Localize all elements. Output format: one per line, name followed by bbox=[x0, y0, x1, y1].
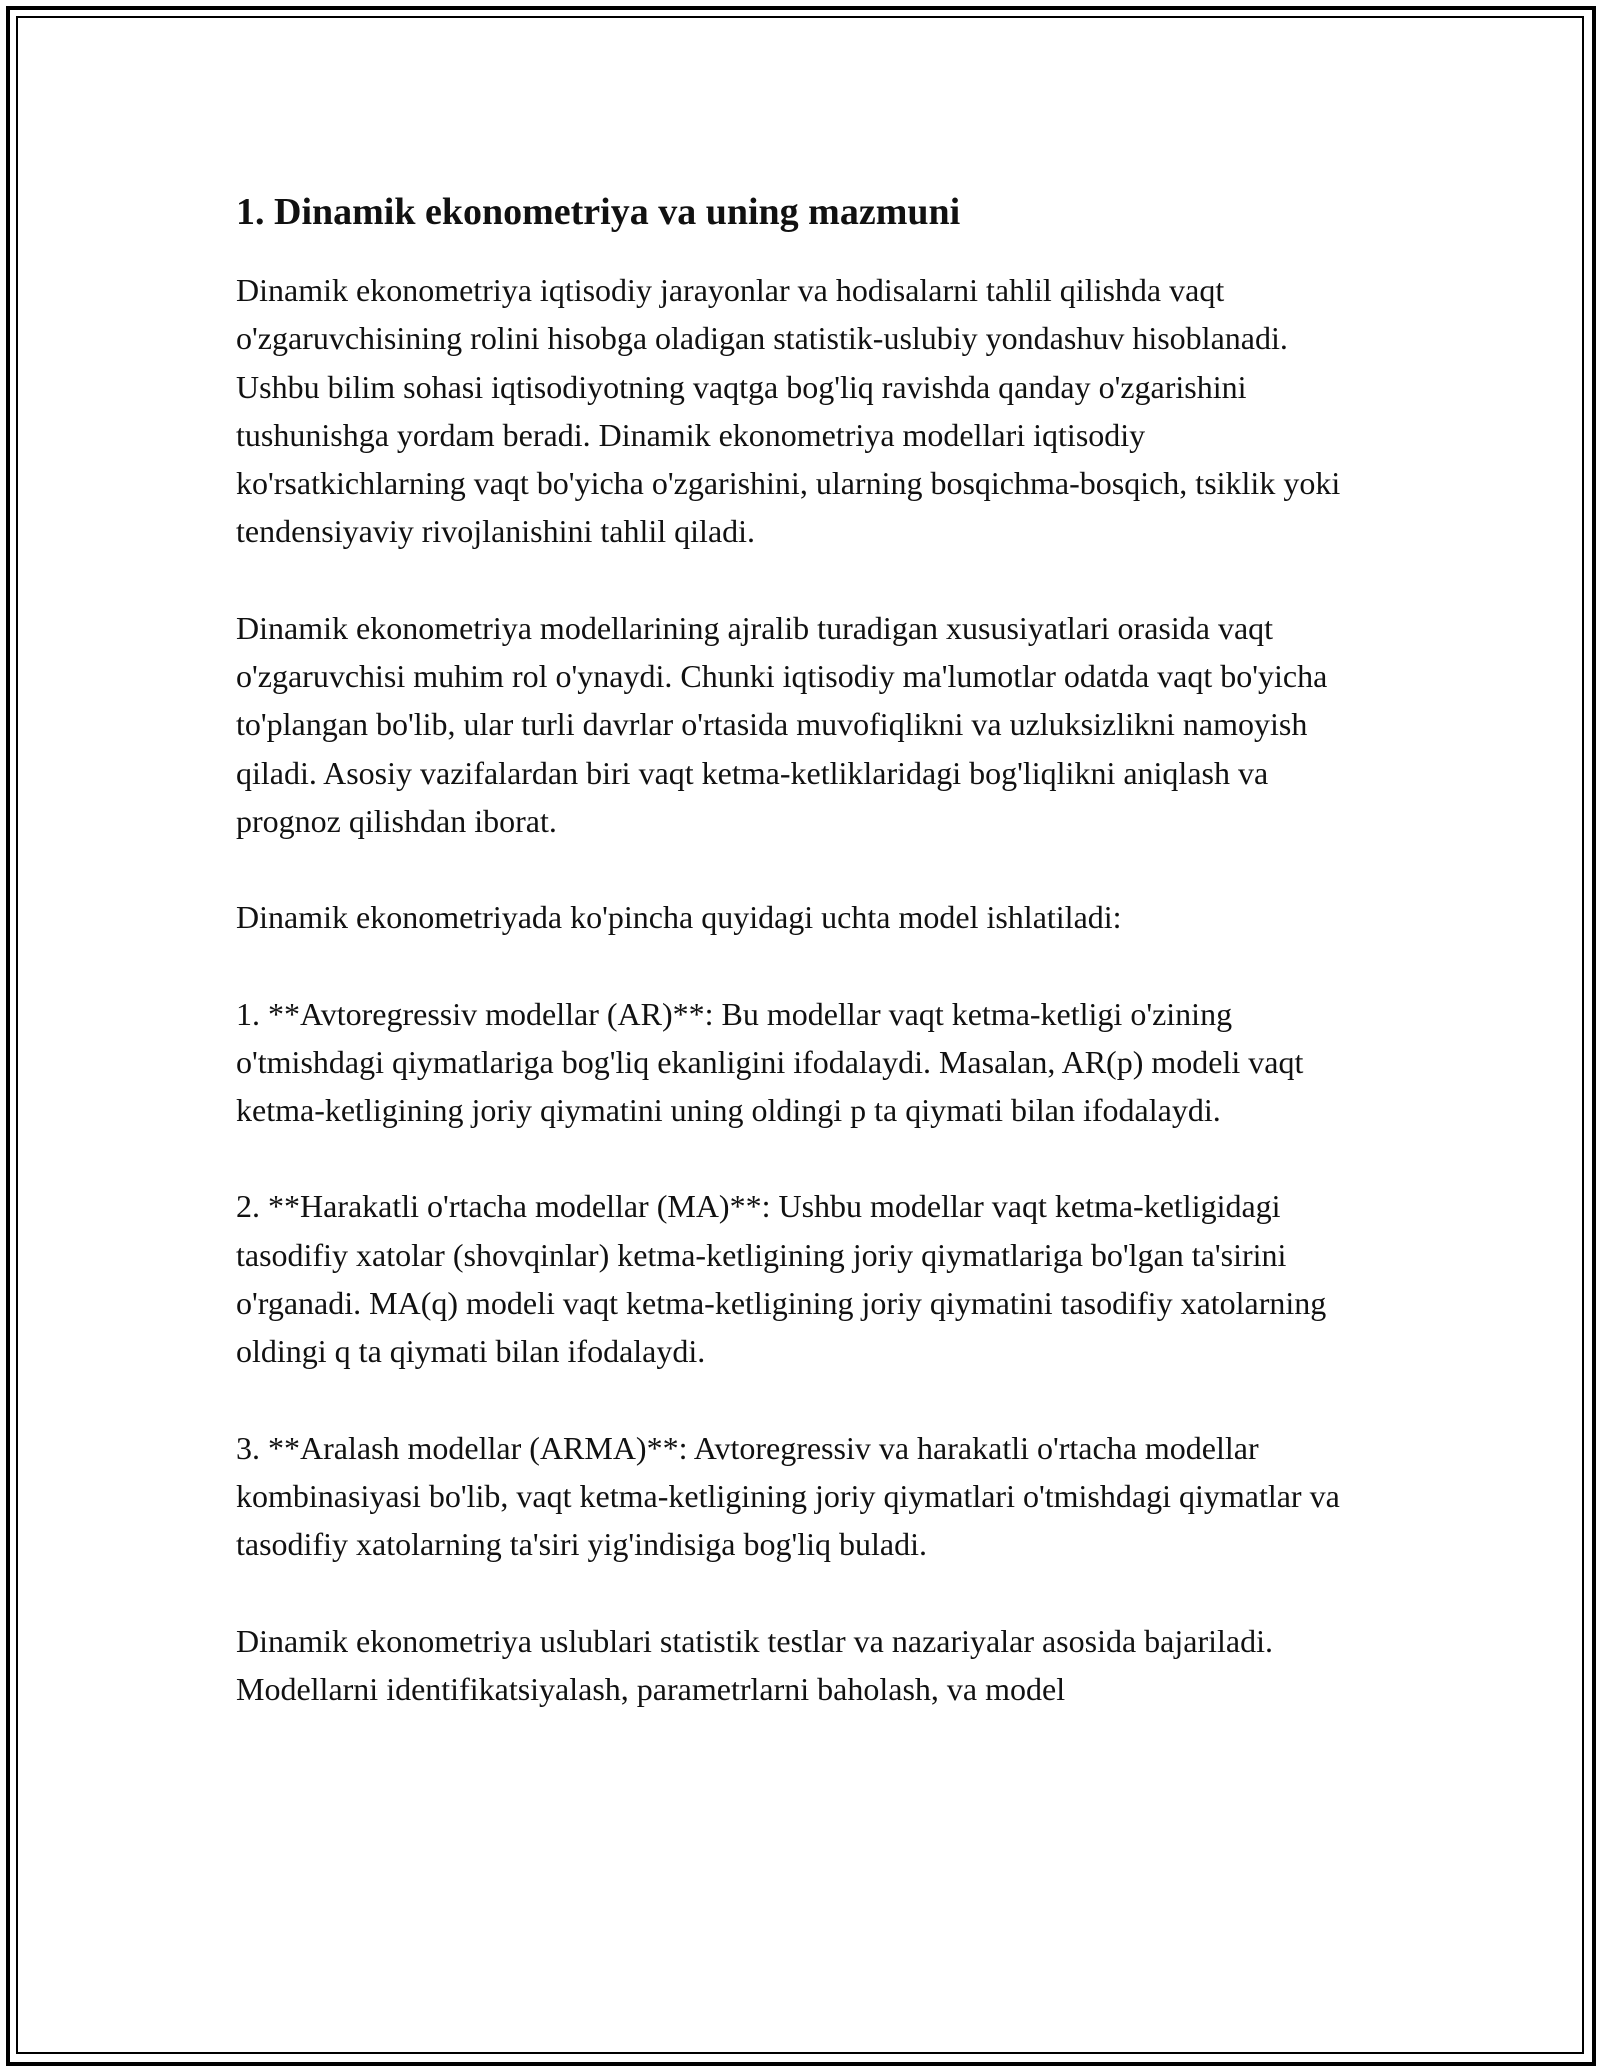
document-body bbox=[236, 186, 1376, 1761]
paragraph-ma-model: 2. **Harakatli o'rtacha modellar (MA)**: Ushbu modellar vaqt ketma-ketligidagi tasodifiy xatolar (shovqinlar) ketma-ketligining joriy qiymatlariga bo'lgan ta'sirini o'rganadi. MA(q) modeli vaqt ketma-ketligining joriy qiymatini tasodifiy xatolarning oldingi q ta qiymati bilan ifodalaydi. bbox=[236, 1188, 1327, 1370]
section-heading: 1. Dinamik ekonometriya va uning mazmuni bbox=[236, 191, 961, 233]
paragraph-intro: Dinamik ekonometriya iqtisodiy jarayonlar va hodisalarni tahlil qilishda vaqt o'zgaruvchisining rolini hisobga oladigan statistik-uslubiy yondashuv hisoblanadi. Ushbu bilim sohasi iqtisodiyotning vaqtga bog'liq ravishda qanday o'zgarishini tushunishga yordam beradi. Dinamik ekonometriya modellari iqtisodiy ko'rsatkichlarning vaqt bo'yicha o'zgarishini, ularning bosqichma-bosqich, tsiklik yoki tendensiyaviy rivojlanishini tahlil qiladi. bbox=[236, 272, 1341, 550]
paragraph-arma-model: 3. **Aralash modellar (ARMA)**: Avtoregressiv va harakatli o'rtacha modellar kombinasiyasi bo'lib, vaqt ketma-ketligining joriy qiymatlari o'tmishdagi qiymatlar va tasodifiy xatolarning ta'siri yig'indisiga bog'liq buladi. bbox=[236, 1429, 1340, 1563]
paragraph-time-variable: Dinamik ekonometriya modellarining ajralib turadigan xususiyatlari orasida vaqt o'zgaruvchisi muhim rol o'ynaydi. Chunki iqtisodiy ma'lumotlar odatda vaqt bo'yicha to'plangan bo'lib, ular turli davrlar o'rtasida muvofiqlikni va uzluksizlikni namoyish qiladi. Asosiy vazifalardan biri vaqt ketma-ketliklaridagi bog'liqlikni aniqlash va prognoz qilishdan iborat. bbox=[236, 609, 1328, 839]
paragraph-ar-model: 1. **Avtoregressiv modellar (AR)**: Bu modellar vaqt ketma-ketligi o'zining o'tmishdagi qiymatlariga bog'liq ekanligini ifodalaydi. Masalan, AR(p) modeli vaqt ketma-ketligining joriy qiymatini uning oldingi p ta qiymati bilan ifodalaydi. bbox=[236, 995, 1304, 1129]
paragraph-methods: Dinamik ekonometriya uslublari statistik testlar va nazariyalar asosida bajariladi. Modellarni identifikatsiyalash, parametrlarni baholash, va model bbox=[236, 1622, 1273, 1707]
paragraph-models-intro: Dinamik ekonometriyada ko'pincha quyidagi uchta model ishlatiladi: bbox=[236, 899, 1122, 936]
